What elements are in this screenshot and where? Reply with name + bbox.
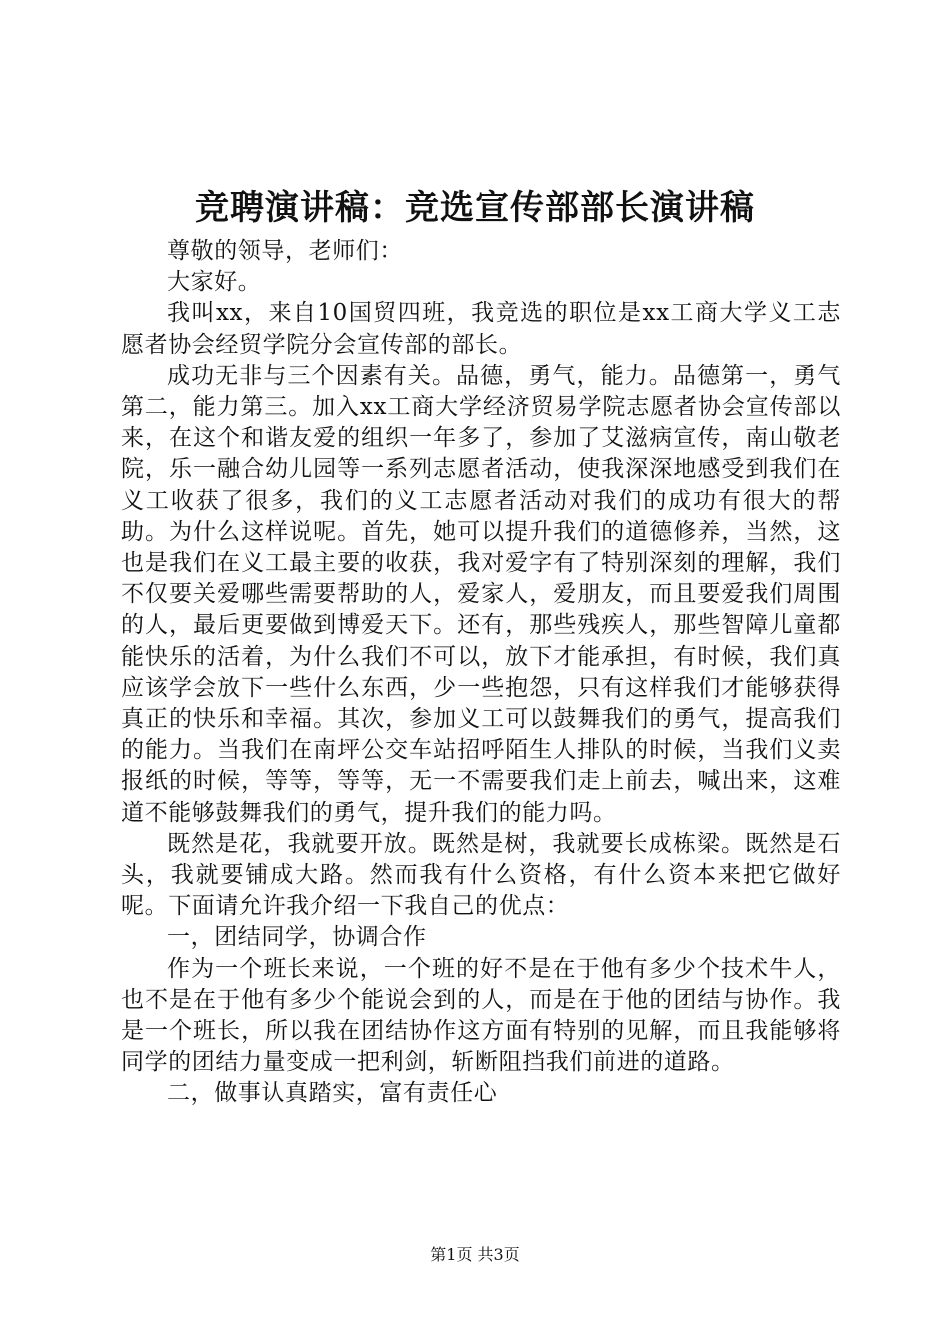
success-factors-paragraph: 成功无非与三个因素有关。品德，勇气，能力。品德第一，勇气第二，能力第三。加入xx工商大学经济贸易学院志愿者协会宣传部以来，在这个和谐友爱的组织一年多了，参加了艾滋病宣传，南山敬老院，乐一融合幼儿园等一系列志愿者活动，使我深深地感受到我们在义工收获了很多，我们的义工志愿者活动对我们的成功有很大的帮助。为什么这样说呢。首先，她可以提升我们的道德修养，当然，这也是我们在义工最主要的收获，我对爱字有了特别深刻的理解，我们不仅要关爱哪些需要帮助的人，爱家人，爱朋友，而且要爱我们周围的人，最后更要做到博爱天下。还有，那些残疾人，那些智障儿童都能快乐的活着，为什么我们不可以，放下才能承担，有时候，我们真应该学会放下一些什么东西，少一些抱怨，只有这样我们才能够获得真正的快乐和幸福。其次，参加义工可以鼓舞我们的勇气，提高我们的能力。当我们在南坪公交车站招呼陌生人排队的时候，当我们义卖报纸的时候，等等，等等，无一不需要我们走上前去，喊出来，这难道不能够鼓舞我们的勇气，提升我们的能力吗。 — [121, 362, 841, 826]
page-number-footer: 第1页 共3页 — [430, 1245, 520, 1264]
section-heading-1: 一，团结同学，协调合作 — [167, 924, 427, 951]
qualification-paragraph: 既然是花，我就要开放。既然是树，我就要长成栋梁。既然是石头，我就要铺成大路。然而我有什么资格，有什么资本来把它做好呢。下面请允许我介绍一下我自己的优点： — [121, 830, 841, 920]
document-title: 竞聘演讲稿：竞选宣传部部长演讲稿 — [195, 188, 755, 228]
document-body — [121, 236, 841, 1110]
salutation-paragraph: 尊敬的领导，老师们： — [167, 238, 403, 264]
intro-paragraph: 我叫xx，来自10国贸四班，我竞选的职位是xx工商大学义工志愿者协会经贸学院分会宣传部的部长。 — [121, 300, 841, 358]
teamwork-paragraph: 作为一个班长来说，一个班的好不是在于他有多少个技术牛人，也不是在于他有多少个能说会到的人，而是在于他的团结与协作。我是一个班长，所以我在团结协作这方面有特别的见解，而且我能够将同学的团结力量变成一把利剑，斩断阻挡我们前进的道路。 — [121, 955, 841, 1076]
section-heading-2: 二，做事认真踏实，富有责任心 — [167, 1080, 498, 1107]
greeting-paragraph: 大家好。 — [167, 269, 262, 296]
